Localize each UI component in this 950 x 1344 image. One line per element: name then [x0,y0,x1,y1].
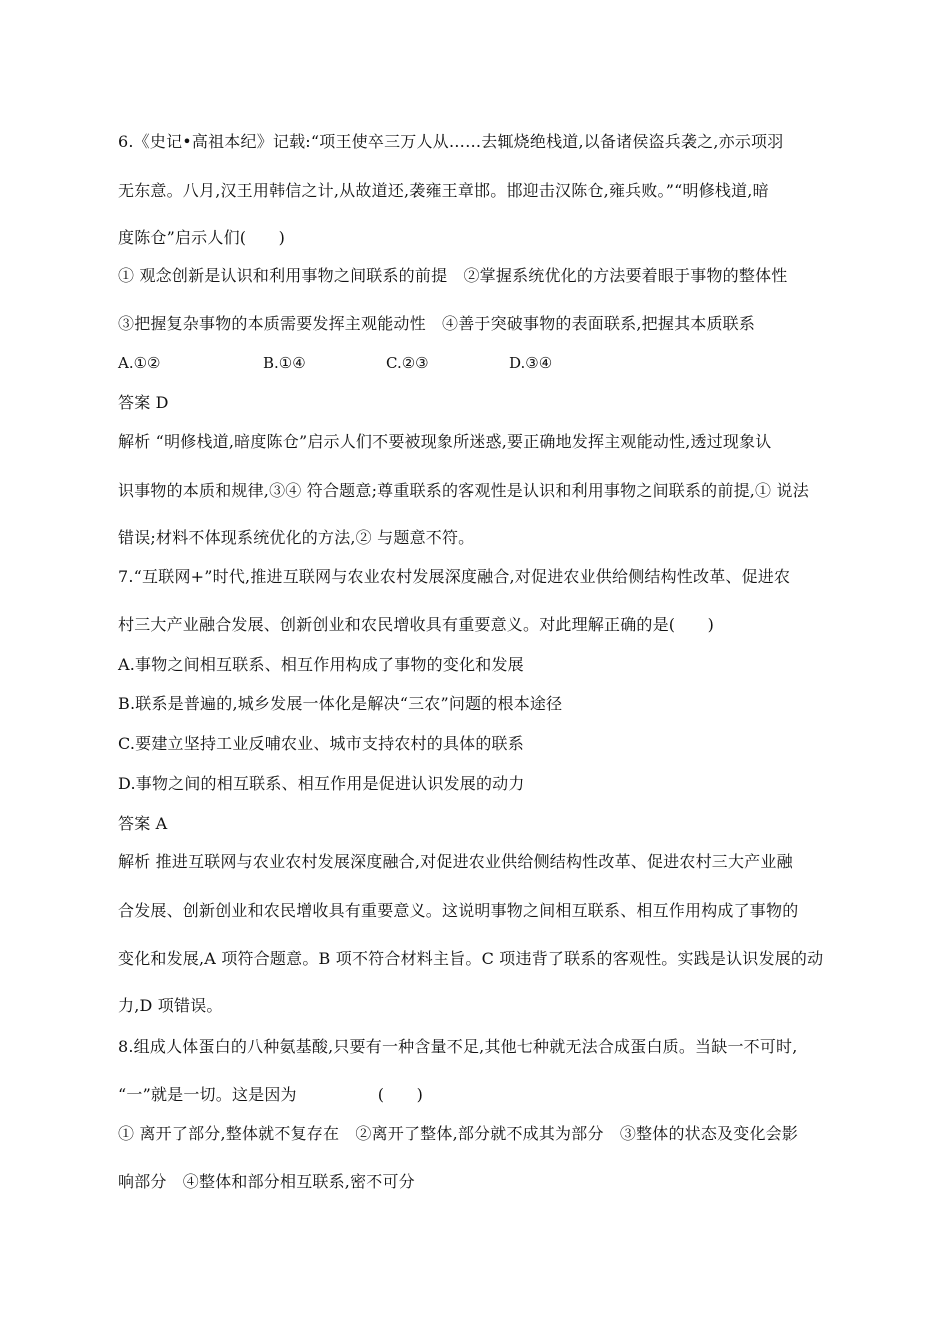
q8-stem-line-1: 8.组成人体蛋白的八种氨基酸,只要有一种含量不足,其他七种就无法合成蛋白质。当缺一不可时, [118,1037,798,1056]
q6-analysis-line-2: 识事物的本质和规律,③④ 符合题意;尊重联系的客观性是认识和利用事物之间联系的前提,① 说法 [118,481,809,500]
q7-option-b: B.联系是普遍的,城乡发展一体化是解决“三农”问题的根本途径 [118,694,563,713]
q6-analysis-line-3: 错误;材料不体现系统优化的方法,② 与题意不符。 [118,528,475,547]
q6-stem-line-2: 无东意。八月,汉王用韩信之计,从故道还,袭雍王章邯。邯迎击汉陈仓,雍兵败。”“明修栈道,暗 [118,181,769,200]
q6-option-d: D.③④ [509,354,553,372]
q6-items-line-2: ③把握复杂事物的本质需要发挥主观能动性 ④善于突破事物的表面联系,把握其本质联系 [118,314,756,333]
q7-answer: 答案 A [118,814,168,833]
q6-option-b: B.①④ [263,354,306,372]
q8-stem-line-2: “一”就是一切。这是因为 ( ) [118,1085,424,1104]
q7-analysis-line-4: 力,D 项错误。 [118,996,223,1015]
q7-stem-line-1: 7.“互联网+”时代,推进互联网与农业农村发展深度融合,对促进农业供给侧结构性改革、促进农 [118,567,791,586]
q8-items-line-2: 响部分 ④整体和部分相互联系,密不可分 [118,1172,415,1191]
q7-option-d: D.事物之间的相互联系、相互作用是促进认识发展的动力 [118,774,525,793]
q6-option-c: C.②③ [386,354,429,372]
q6-stem-line-1: 6.《史记•高祖本纪》记载:“项王使卒三万人从……去辄烧绝栈道,以备诸侯盗兵袭之,亦示项羽 [118,132,784,151]
q7-option-a: A.事物之间相互联系、相互作用构成了事物的变化和发展 [118,655,524,674]
q6-stem-line-3: 度陈仓”启示人们( ) [118,228,286,247]
q7-analysis-line-3: 变化和发展,A 项符合题意。B 项不符合材料主旨。C 项违背了联系的客观性。实践是认识发展的动 [118,949,824,968]
q8-items-line-1: ① 离开了部分,整体就不复存在 ②离开了整体,部分就不成其为部分 ③整体的状态及变化会影 [118,1124,799,1143]
q6-option-a: A.①② [118,354,161,372]
q7-option-c: C.要建立坚持工业反哺农业、城市支持农村的具体的联系 [118,734,524,753]
q6-items-line-1: ① 观念创新是认识和利用事物之间联系的前提 ②掌握系统优化的方法要着眼于事物的整体性 [118,266,788,285]
q6-answer: 答案 D [118,393,169,412]
q6-analysis-line-1: 解析 “明修栈道,暗度陈仓”启示人们不要被现象所迷惑,要正确地发挥主观能动性,透过现象认 [118,432,772,451]
q7-stem-line-2: 村三大产业融合发展、创新创业和农民增收具有重要意义。对此理解正确的是( ) [118,615,715,634]
q7-analysis-line-1: 解析 推进互联网与农业农村发展深度融合,对促进农业供给侧结构性改革、促进农村三大产业融 [118,852,793,871]
q7-analysis-line-2: 合发展、创新创业和农民增收具有重要意义。这说明事物之间相互联系、相互作用构成了事物的 [118,901,799,920]
